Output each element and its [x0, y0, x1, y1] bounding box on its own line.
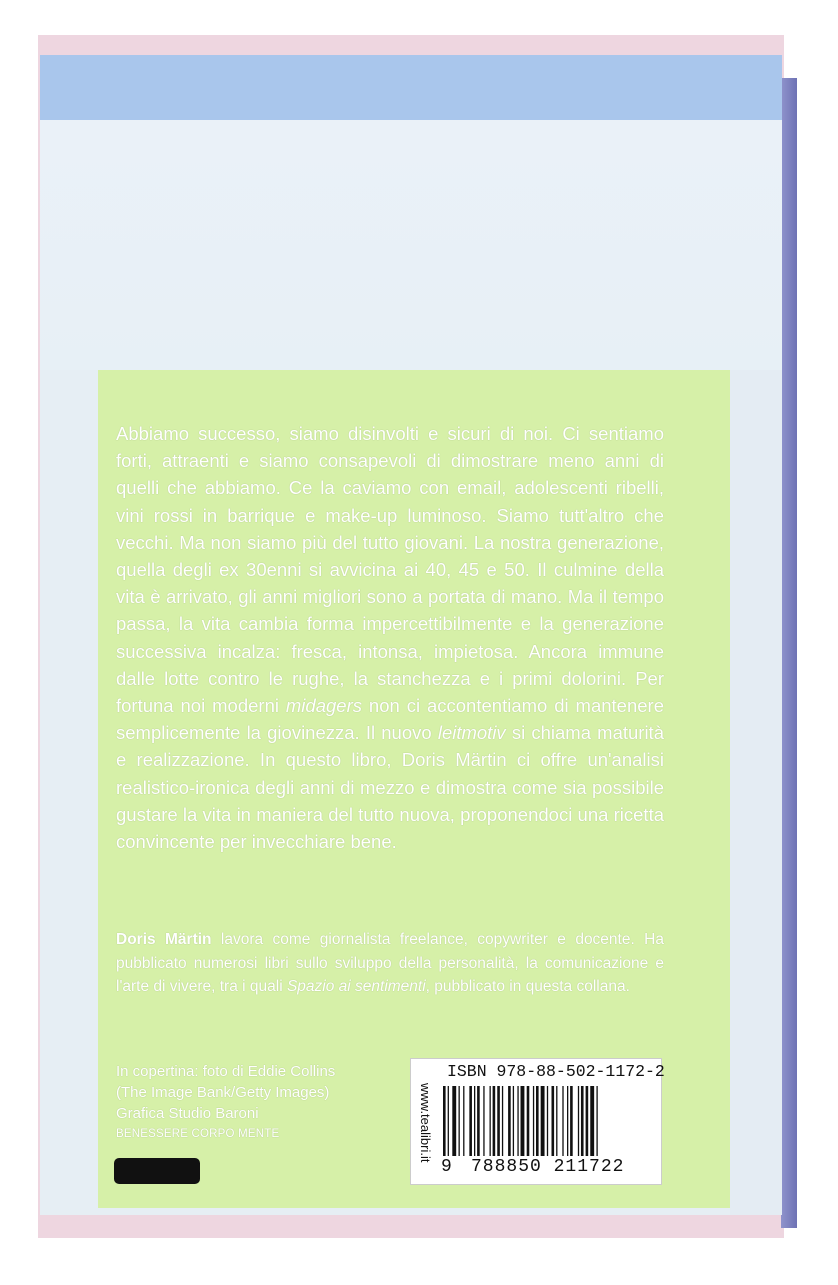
barcode-bar — [474, 1086, 475, 1156]
barcode-bar — [590, 1086, 594, 1156]
barcode-bar — [513, 1086, 514, 1156]
publisher-url: www.tealibri.it — [418, 1083, 433, 1163]
author-bio — [116, 928, 664, 999]
barcode-bar — [556, 1086, 557, 1156]
barcode-bar — [459, 1086, 460, 1156]
barcode-bar — [502, 1086, 503, 1156]
publisher-logo — [114, 1158, 200, 1184]
barcode-bar — [562, 1086, 563, 1156]
top-blue-band — [40, 55, 782, 120]
barcode-bar — [477, 1086, 480, 1156]
barcode-bar — [497, 1086, 500, 1156]
bio-book-title: Spazio ai sentimenti — [286, 978, 426, 995]
barcode-bar — [527, 1086, 530, 1156]
barcode-bar — [521, 1086, 525, 1156]
author-name: Doris Märtin — [116, 931, 212, 948]
barcode-bar — [533, 1086, 534, 1156]
blurb-leitmotiv: leitmotiv — [437, 722, 506, 744]
barcode-bar — [448, 1086, 449, 1156]
barcode-bar — [547, 1086, 548, 1156]
barcode-digits — [441, 1157, 657, 1181]
barcode-bar — [493, 1086, 496, 1156]
credit-design: Grafica Studio Baroni — [116, 1105, 259, 1122]
bio-part-2: , pubblicato in questa collana. — [425, 978, 630, 995]
credit-photo: In copertina: foto di Eddie Collins — [116, 1063, 336, 1080]
barcode-first-digit: 9 — [441, 1157, 452, 1177]
barcode-bar — [567, 1086, 568, 1156]
barcode-bar — [463, 1086, 464, 1156]
bio-part-1: lavora come giornalista freelance, copywriter e docente. Ha pubblicato numerosi libri sullo sviluppo della personalità, la comunicazione e l'arte di vivere, tra i quali — [116, 931, 664, 995]
barcode-box — [410, 1058, 665, 1185]
book-spine-edge — [781, 78, 797, 1228]
pale-right-strip — [730, 370, 782, 1215]
isbn-label: ISBN 978-88-502-1172-2 — [447, 1062, 665, 1081]
blurb-text — [116, 420, 664, 855]
credit-agency: (The Image Bank/Getty Images) — [116, 1084, 330, 1101]
barcode-bar — [443, 1086, 446, 1156]
barcode-bar — [578, 1086, 579, 1156]
blurb-midagers: midagers — [285, 695, 362, 717]
barcode-bar — [581, 1086, 584, 1156]
barcode-bar — [536, 1086, 539, 1156]
barcode-number: 788850 211722 — [471, 1157, 625, 1177]
barcode-bar — [541, 1086, 545, 1156]
barcode-bar — [483, 1086, 484, 1156]
pale-cover-area — [40, 120, 782, 370]
barcode-bar — [596, 1086, 597, 1156]
barcode-bar — [508, 1086, 511, 1156]
barcode-bar — [452, 1086, 456, 1156]
blurb-part-2: non ci accontentiamo di mantenere semplicemente la giovinezza. Il nuovo — [116, 695, 664, 744]
barcode-bar — [586, 1086, 589, 1156]
barcode-bar — [490, 1086, 491, 1156]
barcode-bar — [570, 1086, 573, 1156]
series-name: BENESSERE CORPO MENTE — [116, 1128, 280, 1140]
barcode-bars — [439, 1086, 659, 1156]
cover-credits — [116, 1061, 396, 1145]
barcode-bar — [517, 1086, 518, 1156]
blurb-part-3: si chiama maturità e realizzazione. In questo libro, Doris Märtin ci offre un'analisi realistico-ironica degli anni di mezzo e dimostra come sia possibile gustare la vita in maniera del tutto nuova, proponendoci una ricetta convincente per invecchiare bene. — [116, 722, 664, 853]
barcode-bar — [469, 1086, 472, 1156]
blurb-part-1: Abbiamo successo, siamo disinvolti e sicuri di noi. Ci sentiamo forti, attraenti e siamo consapevoli di dimostrare meno anni di quelli che abbiamo. Ce la caviamo con email, adolescenti ribelli, vini rossi in barrique e make-up luminoso. Siamo tutt'altro che vecchi. Ma non siamo più del tutto giovani. La nostra generazione, quella degli ex 30enni si avvicina ai 40, 45 e 50. Il culmine della vita è arrivato, gli anni migliori sono a portata di mano. Ma il tempo passa, la vita cambia forma impercettibilmente e la generazione successiva incalza: fresca, intonsa, impietosa. Ancora immune dalle lotte contro le rughe, la stanchezza e i primi dolorini. Per fortuna noi moderni — [116, 423, 664, 717]
barcode-bar — [552, 1086, 555, 1156]
